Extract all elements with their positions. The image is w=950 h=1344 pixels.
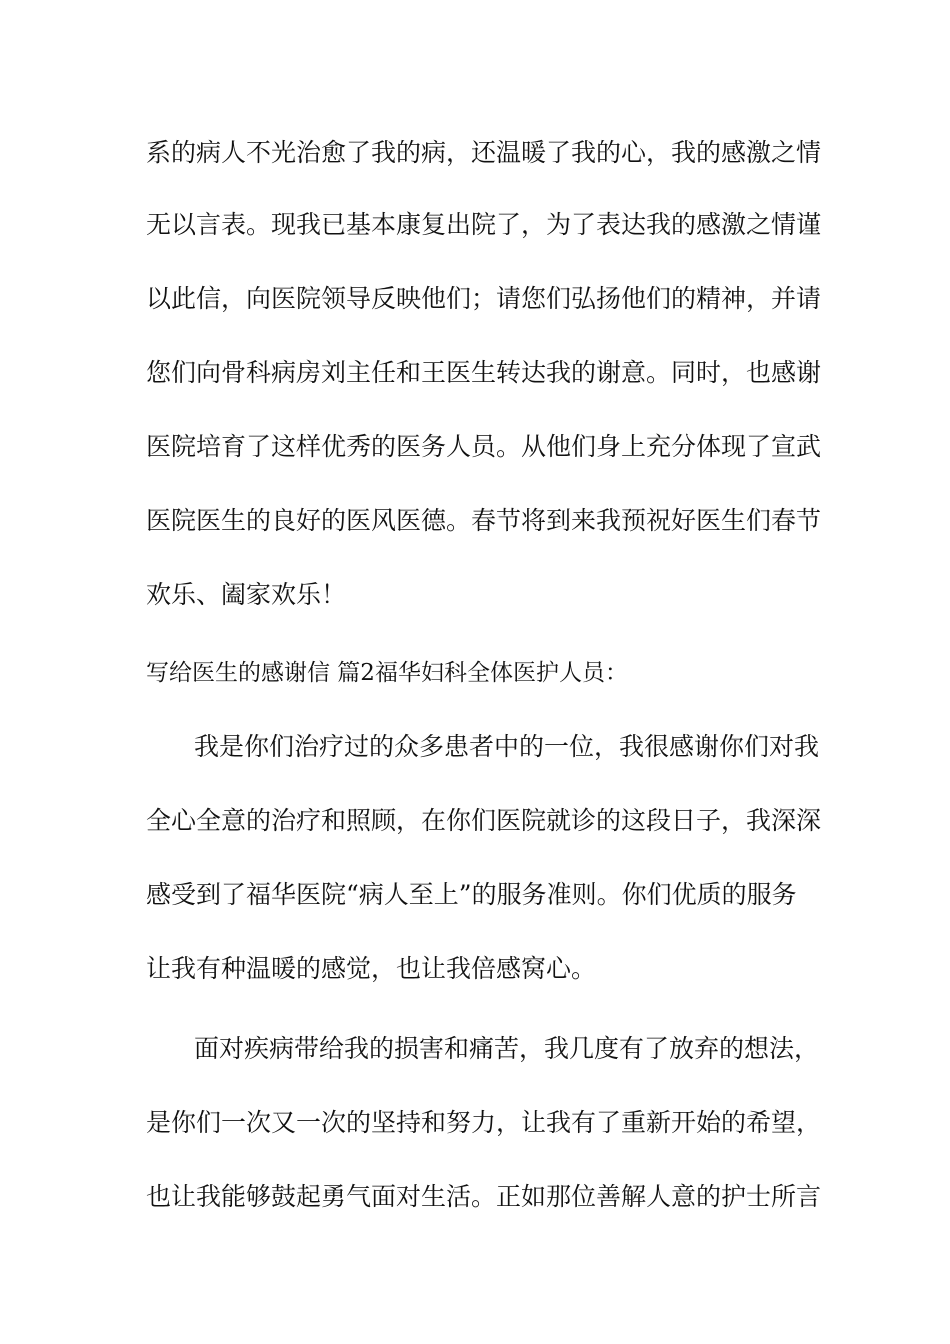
section-heading: 写给医生的感谢信 篇2福华妇科全体医护人员： [146,660,628,686]
paragraph-line: 全心全意的治疗和照顾，在你们医院就诊的这段日子，我深深 [146,806,822,835]
paragraph-line: 系的病人不光治愈了我的病，还温暖了我的心，我的感激之情 [146,138,822,167]
paragraph-line: 欢乐、阖家欢乐！ [146,580,347,609]
paragraph-line: 医院培育了这样优秀的医务人员。从他们身上充分体现了宣武 [146,432,822,461]
paragraph-line: 以此信，向医院领导反映他们；请您们弘扬他们的精神，并请 [146,284,822,313]
paragraph-line: 无以言表。现我已基本康复出院了，为了表达我的感激之情谨 [146,210,822,239]
paragraph-line: 是你们一次又一次的坚持和努力，让我有了重新开始的希望， [146,1108,822,1137]
paragraph-line: 面对疾病带给我的损害和痛苦，我几度有了放弃的想法， [194,1034,820,1063]
paragraph-line: 也让我能够鼓起勇气面对生活。正如那位善解人意的护士所言 [146,1182,822,1211]
paragraph-line: 让我有种温暖的感觉，也让我倍感窝心。 [146,954,597,983]
paragraph-line: 我是你们治疗过的众多患者中的一位，我很感谢你们对我 [194,732,820,761]
paragraph-line: 感受到了福华医院“病人至上”的服务准则。你们优质的服务 [146,880,797,909]
paragraph-line: 医院医生的良好的医风医德。春节将到来我预祝好医生们春节 [146,506,822,535]
paragraph-line: 您们向骨科病房刘主任和王医生转达我的谢意。同时，也感谢 [146,358,822,387]
